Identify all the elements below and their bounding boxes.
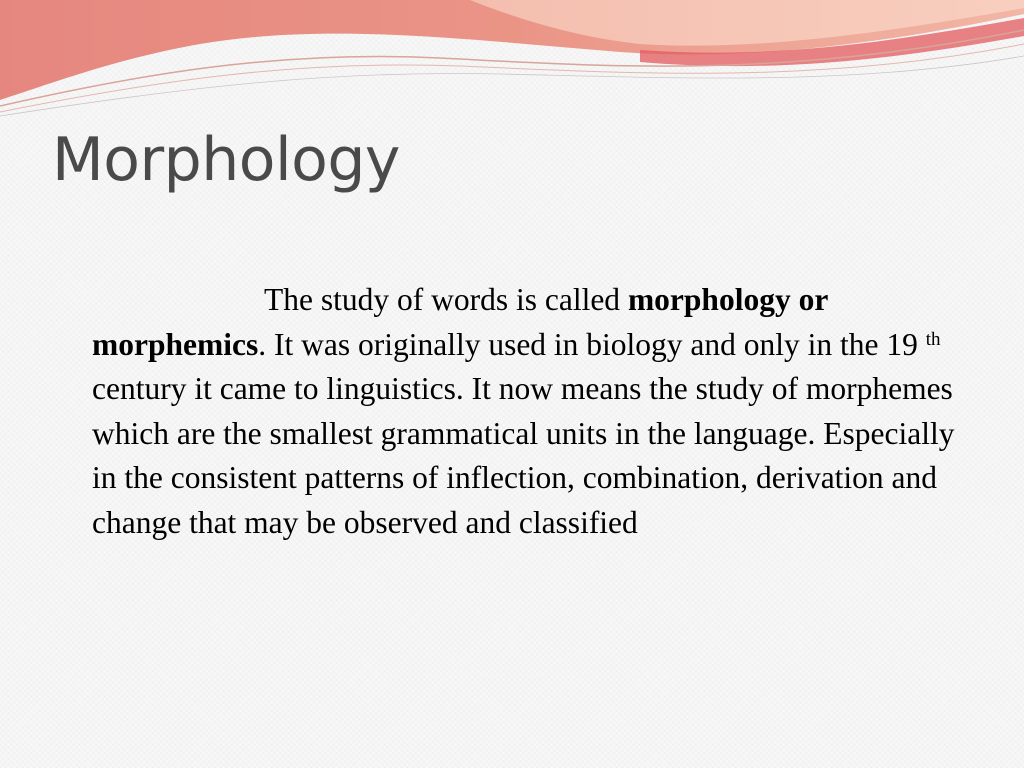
slide-title: Morphology — [52, 125, 400, 195]
decorative-wave-header — [0, 0, 1024, 130]
wave-thin-line-3 — [0, 56, 1024, 116]
body-text-intro: The study of words is called — [264, 282, 628, 317]
body-text-definition: century it came to linguistics. It now means the study of morphemes which are the smallest grammatical units in the language. Especially in the consistent patterns of inflection, combination, derivation and change that may be observed and classified — [92, 371, 955, 540]
body-text-superscript: th — [925, 328, 941, 350]
body-text-term: morphology or morphemics — [92, 282, 828, 362]
slide-body-paragraph — [92, 278, 972, 545]
body-text-history: . It was originally used in biology and only in the 19 — [258, 326, 926, 362]
